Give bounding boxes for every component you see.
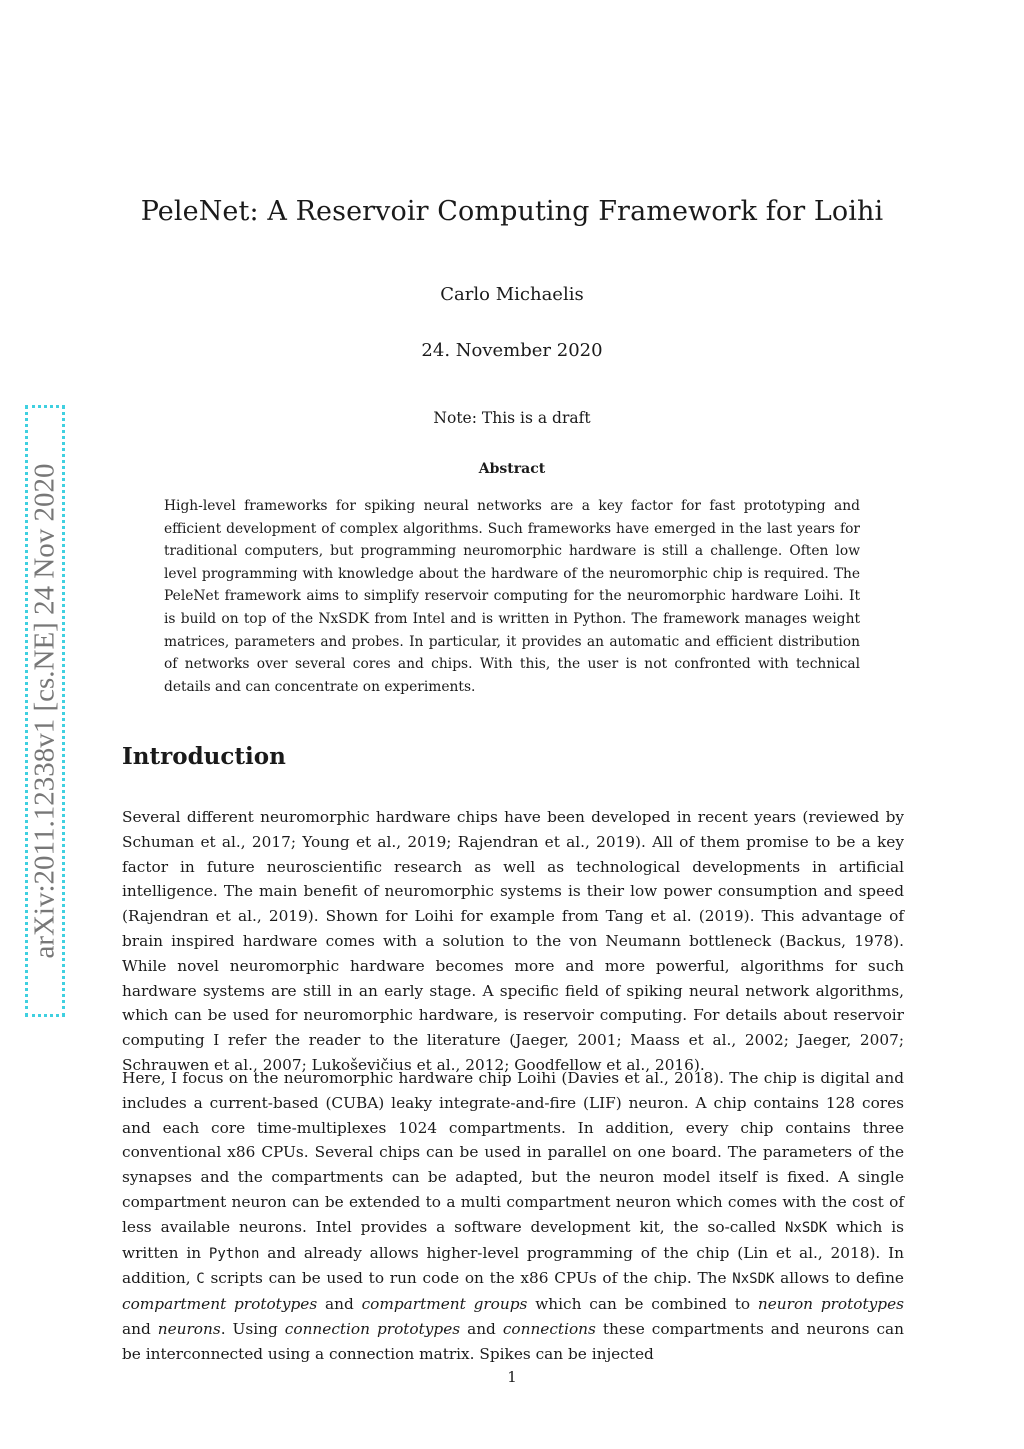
term-connection-prototypes: connection prototypes [284, 1319, 461, 1338]
text-run: and [122, 1319, 158, 1338]
text-run: and already allows higher-level programming of the chip (Lin et al., 2018). In addition, [122, 1243, 905, 1288]
text-run: . Using [220, 1319, 285, 1338]
arxiv-stamp [25, 405, 65, 1017]
arxiv-id: arXiv:2011.12338v1 [cs.NE] 24 Nov 2020 [28, 463, 61, 959]
term-neurons: neurons [157, 1319, 221, 1338]
page-number: 1 [507, 1368, 517, 1386]
term-neuron-prototypes: neuron prototypes [757, 1295, 904, 1314]
text-run: which is written in [122, 1217, 904, 1262]
text-run: which can be combined to [527, 1295, 758, 1314]
abstract-heading: Abstract [478, 461, 546, 477]
text-run: allows to define [774, 1269, 904, 1288]
draft-note: Note: This is a draft [433, 409, 591, 427]
publication-date: 24. November 2020 [421, 340, 603, 361]
text-run: and [317, 1295, 362, 1314]
intro-paragraph-1: Several different neuromorphic hardware chips have been developed in recent years (reviewed by Schuman et al., 2017; Young et al., 2019; Rajendran et al., 2019). All of them promise to be a key factor in future neuroscientific research as well as technological developments in artificial intelligence. The main benefit of neuromorphic systems is their low power consumption and speed (Rajendran et al., 2019). Shown for Loihi for example from Tang et al. (2019). This advantage of brain inspired hardware comes with a solution to the von Neumann bottleneck (Backus, 1978). While novel neuromorphic hardware becomes more and more powerful, algorithms for such hardware systems are still in an early stage. A specific field of spiking neural network algorithms, which can be used for neuromorphic hardware, is reservoir computing. For details about reservoir computing I refer the reader to the literature (Jaeger, 2001; Maass et al., 2002; Jaeger, 2007; Schrauwen et al., 2007; Lukoševičius et al., 2012; Goodfellow et al., 2016). [122, 808, 904, 1074]
intro-paragraph-2 [122, 1066, 904, 1367]
term-compartment-prototypes: compartment prototypes [122, 1295, 318, 1314]
term-compartment-groups: compartment groups [361, 1295, 528, 1314]
code-nxsdk: NxSDK [785, 1219, 828, 1236]
text-run: and [460, 1319, 503, 1338]
text-run: scripts can be used to run code on the x86 CPUs of the chip. The [204, 1269, 733, 1288]
term-connections: connections [502, 1319, 596, 1338]
abstract-text: High-level frameworks for spiking neural networks are a key factor for fast prototyping and efficient development of complex algorithms. Such frameworks have emerged in the last years for traditional computers, but programming neuromorphic hardware is still a challenge. Often low level programming with knowledge about the hardware of the neuromorphic chip is required. The PeleNet framework aims to simplify reservoir computing for the neuromorphic hardware Loihi. It is build on top of the NxSDK from Intel and is written in Python. The framework manages weight matrices, parameters and probes. In particular, it provides an automatic and efficient distribution of networks over several cores and chips. With this, the user is not confronted with technical details and can concentrate on experiments. [164, 498, 860, 695]
text-run: Here, I focus on the neuromorphic hardware chip Loihi (Davies et al., 2018). The chip is digital and includes a current-based (CUBA) leaky integrate-and-fire (LIF) neuron. A chip contains 128 cores and each core time-multiplexes 1024 compartments. In addition, every chip contains three conventional x86 CPUs. Several chips can be used in parallel on one board. The parameters of the synapses and the compartments can be adapted, but the neuron model itself is fixed. A single compartment neuron can be extended to a multi compartment neuron which comes with the cost of less available neurons. Intel provides a software development kit, the so-called [122, 1069, 904, 1236]
code-c: C [196, 1271, 205, 1288]
code-nxsdk: NxSDK [732, 1271, 775, 1288]
paper-title: PeleNet: A Reservoir Computing Framework for Loihi [140, 196, 884, 227]
code-python: Python [208, 1245, 260, 1262]
section-heading-introduction: Introduction [122, 743, 286, 770]
author-name: Carlo Michaelis [440, 284, 584, 305]
text-run: these compartments and neurons can be interconnected using a connection matrix. Spikes can be injected [122, 1319, 904, 1363]
